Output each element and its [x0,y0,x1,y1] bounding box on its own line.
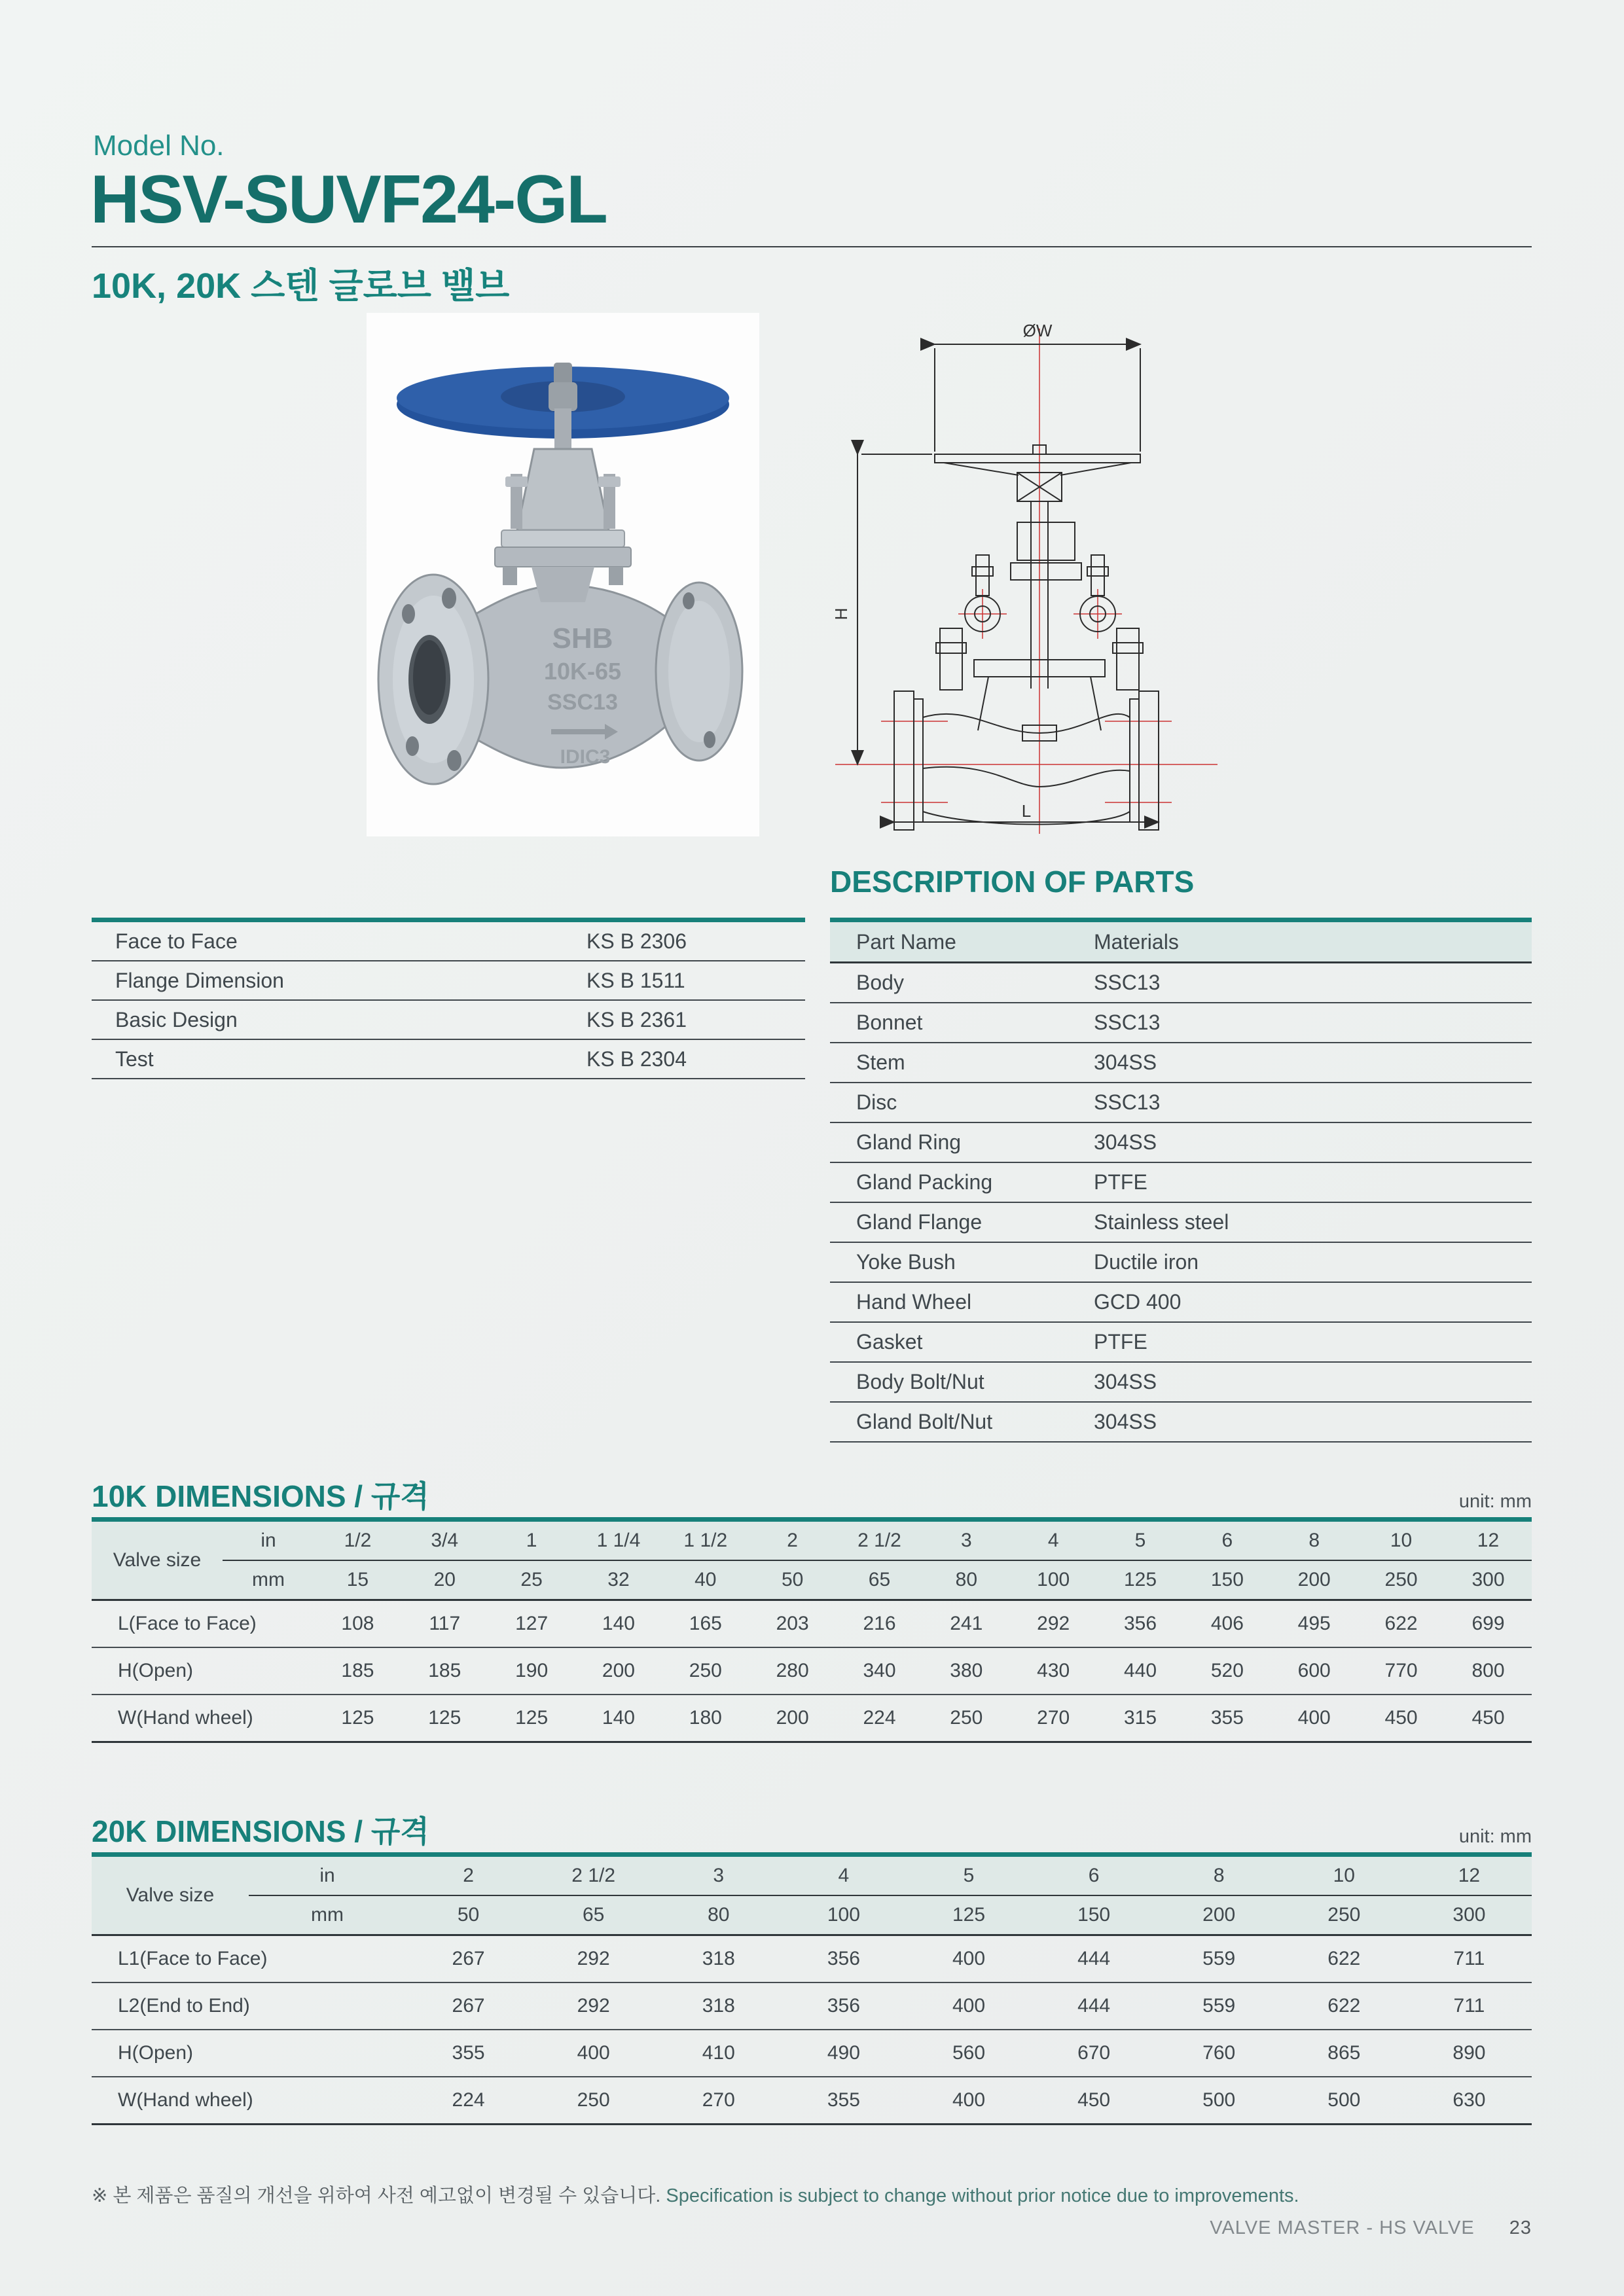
casting-brand-mark: SHB [552,622,613,655]
standard-item-label: Face to Face [92,920,586,961]
dimension-value: 380 [923,1647,1010,1695]
mm-unit-label: mm [223,1560,314,1600]
valve-size-mm-value: 65 [836,1560,923,1600]
dimension-value: 250 [531,2077,656,2125]
table-row [92,961,805,1000]
part-material: PTFE [1093,1322,1532,1362]
size-in-row [92,1855,1532,1896]
standards-table [92,918,805,1079]
dim20k-table [92,1852,1532,2125]
dimension-value: 140 [575,1600,662,1648]
dimension-row-label: L1(Face to Face) [92,1935,406,1983]
part-name: Disc [830,1083,1093,1122]
dimension-value: 185 [401,1647,488,1695]
dimension-value: 190 [488,1647,575,1695]
valve-technical-drawing [817,306,1236,840]
dimension-row [92,2030,1532,2077]
valve-size-in-value: 2 [749,1520,836,1561]
dimension-value: 559 [1157,1982,1282,2030]
valve-size-in-value: 2 [406,1855,531,1896]
dimension-value: 185 [314,1647,401,1695]
standard-item-label: Test [92,1039,586,1079]
valve-size-in-value: 1 1/4 [575,1520,662,1561]
dimension-value: 410 [656,2030,781,2077]
mm-unit-label: mm [249,1895,406,1935]
dimension-value: 180 [662,1695,749,1742]
valve-size-mm-value: 150 [1032,1895,1157,1935]
valve-size-mm-value: 65 [531,1895,656,1935]
part-material: PTFE [1093,1162,1532,1202]
parts-col-part-name: Part Name [830,920,1093,963]
dimension-row-label: H(Open) [92,2030,406,2077]
valve-size-in-value: 5 [906,1855,1031,1896]
dimension-value: 270 [1010,1695,1097,1742]
dimension-value: 355 [1183,1695,1271,1742]
valve-size-mm-value: 32 [575,1560,662,1600]
dimension-value: 318 [656,1935,781,1983]
in-unit-label: in [249,1855,406,1896]
standard-code-value: KS B 2306 [586,920,805,961]
valve-size-mm-value: 20 [401,1560,488,1600]
valve-size-mm-value: 40 [662,1560,749,1600]
valve-size-mm-value: 100 [781,1895,906,1935]
dimension-row-label: L(Face to Face) [92,1600,314,1648]
dimension-value: 108 [314,1600,401,1648]
standard-code-value: KS B 1511 [586,961,805,1000]
dimension-value: 292 [531,1935,656,1983]
table-row [92,1000,805,1039]
table-row [830,1362,1532,1402]
casting-foundry-mark: IDIC3 [560,746,611,768]
part-name: Yoke Bush [830,1242,1093,1282]
dimension-value: 216 [836,1600,923,1648]
part-material: Stainless steel [1093,1202,1532,1242]
dimension-value: 117 [401,1600,488,1648]
valve-size-in-value: 1 1/2 [662,1520,749,1561]
part-name: Stem [830,1043,1093,1083]
dimension-row [92,1647,1532,1695]
dimension-value: 800 [1445,1647,1532,1695]
footnote-korean: ※ 본 제품은 품질의 개선을 위하여 사전 예고없이 변경될 수 있습니다. [92,2185,661,2206]
valve-size-in-value: 10 [1358,1520,1445,1561]
dimension-value: 760 [1157,2030,1282,2077]
valve-size-in-value: 2 1/2 [531,1855,656,1896]
dimension-value: 890 [1407,2030,1532,2077]
dimension-value: 400 [531,2030,656,2077]
footnote [92,2181,1299,2208]
valve-photo-illustration [367,313,759,836]
table-row [830,1282,1532,1322]
drawing-height-dim-label: H [831,607,851,620]
part-name: Body [830,963,1093,1003]
part-name: Gland Flange [830,1202,1093,1242]
model-no-label: Model No. [93,130,225,162]
dimension-value: 270 [656,2077,781,2125]
dimension-value: 355 [781,2077,906,2125]
dimension-value: 495 [1271,1600,1358,1648]
part-material: SSC13 [1093,1003,1532,1043]
valve-size-mm-value: 100 [1010,1560,1097,1600]
parts-table [830,918,1532,1443]
valve-size-in-value: 12 [1445,1520,1532,1561]
dimension-value: 267 [406,1982,531,2030]
dimension-value: 292 [531,1982,656,2030]
size-in-row [92,1520,1532,1561]
table-row [830,1242,1532,1282]
dimension-value: 200 [749,1695,836,1742]
title-divider [92,246,1532,247]
part-name: Gland Ring [830,1122,1093,1162]
part-name: Gland Bolt/Nut [830,1402,1093,1442]
table-row [830,1162,1532,1202]
standard-item-label: Flange Dimension [92,961,586,1000]
part-material: SSC13 [1093,1083,1532,1122]
part-material: 304SS [1093,1402,1532,1442]
dimension-value: 203 [749,1600,836,1648]
dimension-row [92,1982,1532,2030]
dimension-row-label: W(Hand wheel) [92,2077,406,2125]
dimension-value: 250 [662,1647,749,1695]
part-name: Gland Packing [830,1162,1093,1202]
dimension-value: 400 [1271,1695,1358,1742]
dimension-value: 250 [923,1695,1010,1742]
dimension-value: 440 [1097,1647,1184,1695]
valve-size-mm-value: 250 [1358,1560,1445,1600]
page-subtitle: 10K, 20K 스텐 글로브 밸브 [92,266,510,306]
part-material: Ductile iron [1093,1242,1532,1282]
dimension-value: 711 [1407,1982,1532,2030]
dimension-value: 865 [1282,2030,1407,2077]
valve-size-mm-value: 50 [406,1895,531,1935]
valve-size-in-value: 6 [1032,1855,1157,1896]
page-title: HSV-SUVF24-GL [90,162,607,238]
dimension-value: 125 [488,1695,575,1742]
valve-size-in-value: 3 [923,1520,1010,1561]
dimension-value: 406 [1183,1600,1271,1648]
dimension-value: 560 [906,2030,1031,2077]
dimension-row-label: W(Hand wheel) [92,1695,314,1742]
dim10k-unit-label: unit: mm [1458,1491,1532,1512]
dimension-value: 400 [906,2077,1031,2125]
dimension-value: 224 [406,2077,531,2125]
part-material: SSC13 [1093,963,1532,1003]
dim20k-unit-label: unit: mm [1458,1826,1532,1847]
dimension-value: 267 [406,1935,531,1983]
dimension-value: 600 [1271,1647,1358,1695]
part-material: 304SS [1093,1122,1532,1162]
valve-photo [367,313,759,836]
dimension-value: 356 [1097,1600,1184,1648]
dimension-value: 670 [1032,2030,1157,2077]
dimension-value: 280 [749,1647,836,1695]
casting-rating-mark: 10K-65 [543,658,622,685]
size-mm-row [92,1560,1532,1600]
in-unit-label: in [223,1520,314,1561]
valve-size-in-value: 1/2 [314,1520,401,1561]
dimension-value: 520 [1183,1647,1271,1695]
valve-size-in-value: 10 [1282,1855,1407,1896]
dimension-value: 165 [662,1600,749,1648]
standard-item-label: Basic Design [92,1000,586,1039]
dim20k-section-heading: 20K DIMENSIONS / 규격 [92,1814,429,1848]
footnote-english: Specification is subject to change without prior notice due to improvements. [666,2185,1299,2206]
dimension-value: 315 [1097,1695,1184,1742]
dimension-value: 241 [923,1600,1010,1648]
dimension-value: 622 [1358,1600,1445,1648]
valve-size-mm-value: 200 [1157,1895,1282,1935]
dimension-value: 400 [906,1935,1031,1983]
casting-material-mark: SSC13 [547,690,618,715]
standard-code-value: KS B 2361 [586,1000,805,1039]
valve-size-in-value: 2 1/2 [836,1520,923,1561]
dimension-value: 699 [1445,1600,1532,1648]
dimension-value: 622 [1282,1935,1407,1983]
dimension-value: 490 [781,2030,906,2077]
dimension-value: 356 [781,1935,906,1983]
valve-size-in-value: 3/4 [401,1520,488,1561]
dimension-value: 355 [406,2030,531,2077]
part-material: GCD 400 [1093,1282,1532,1322]
part-name: Hand Wheel [830,1282,1093,1322]
valve-size-mm-value: 15 [314,1560,401,1600]
valve-size-in-value: 4 [1010,1520,1097,1561]
dimension-value: 450 [1445,1695,1532,1742]
dimension-value: 711 [1407,1935,1532,1983]
table-row [830,963,1532,1003]
valve-size-in-value: 3 [656,1855,781,1896]
drawing-width-dim-label: ØW [1022,321,1053,340]
table-row [830,1402,1532,1442]
valve-size-label: Valve size [92,1855,249,1935]
valve-size-mm-value: 80 [656,1895,781,1935]
dimension-value: 450 [1358,1695,1445,1742]
valve-size-mm-value: 125 [1097,1560,1184,1600]
valve-size-in-value: 4 [781,1855,906,1896]
dimension-value: 500 [1282,2077,1407,2125]
part-material: 304SS [1093,1043,1532,1083]
valve-size-mm-value: 80 [923,1560,1010,1600]
table-row [830,1202,1532,1242]
valve-size-in-value: 8 [1271,1520,1358,1561]
dim10k-section-heading: 10K DIMENSIONS / 규격 [92,1479,429,1513]
dimension-value: 450 [1032,2077,1157,2125]
dimension-value: 140 [575,1695,662,1742]
parts-section-heading: DESCRIPTION OF PARTS [830,865,1195,899]
table-row [92,1039,805,1079]
dimension-value: 400 [906,1982,1031,2030]
valve-size-in-value: 5 [1097,1520,1184,1561]
table-row [830,1083,1532,1122]
part-name: Body Bolt/Nut [830,1362,1093,1402]
drawing-length-dim-label: L [1021,801,1032,821]
dimension-value: 224 [836,1695,923,1742]
dimension-value: 770 [1358,1647,1445,1695]
part-material: 304SS [1093,1362,1532,1402]
valve-size-label: Valve size [92,1520,223,1600]
dimension-row-label: H(Open) [92,1647,314,1695]
table-row [830,1043,1532,1083]
dimension-value: 125 [401,1695,488,1742]
dimension-row-label: L2(End to End) [92,1982,406,2030]
dimension-value: 444 [1032,1935,1157,1983]
table-row [830,1322,1532,1362]
dimension-value: 292 [1010,1600,1097,1648]
dimension-row [92,1935,1532,1983]
table-row [830,1003,1532,1043]
valve-size-mm-value: 300 [1445,1560,1532,1600]
valve-size-in-value: 8 [1157,1855,1282,1896]
dimension-value: 125 [314,1695,401,1742]
standard-code-value: KS B 2304 [586,1039,805,1079]
dimension-value: 200 [575,1647,662,1695]
footer-catalog-title: VALVE MASTER - HS VALVE [1210,2217,1475,2238]
dimension-value: 340 [836,1647,923,1695]
valve-size-in-value: 6 [1183,1520,1271,1561]
dimension-value: 127 [488,1600,575,1648]
valve-size-mm-value: 200 [1271,1560,1358,1600]
dim10k-table [92,1517,1532,1743]
valve-size-in-value: 1 [488,1520,575,1561]
page-footer [92,2217,1532,2239]
table-row [92,920,805,961]
dimension-row [92,1600,1532,1648]
part-name: Bonnet [830,1003,1093,1043]
dimension-row [92,1695,1532,1742]
parts-col-materials: Materials [1093,920,1532,963]
valve-size-mm-value: 25 [488,1560,575,1600]
valve-drawing-illustration [817,306,1236,840]
valve-size-mm-value: 300 [1407,1895,1532,1935]
valve-size-mm-value: 50 [749,1560,836,1600]
dimension-value: 318 [656,1982,781,2030]
valve-size-in-value: 12 [1407,1855,1532,1896]
dimension-value: 444 [1032,1982,1157,2030]
dimension-value: 356 [781,1982,906,2030]
valve-size-mm-value: 150 [1183,1560,1271,1600]
size-mm-row [92,1895,1532,1935]
page-number: 23 [1509,2217,1532,2238]
dimension-value: 430 [1010,1647,1097,1695]
dimension-value: 622 [1282,1982,1407,2030]
parts-header-row [830,920,1532,963]
dimension-value: 500 [1157,2077,1282,2125]
valve-size-mm-value: 125 [906,1895,1031,1935]
dimension-row [92,2077,1532,2125]
dimension-value: 559 [1157,1935,1282,1983]
valve-size-mm-value: 250 [1282,1895,1407,1935]
table-row [830,1122,1532,1162]
part-name: Gasket [830,1322,1093,1362]
dimension-value: 630 [1407,2077,1532,2125]
